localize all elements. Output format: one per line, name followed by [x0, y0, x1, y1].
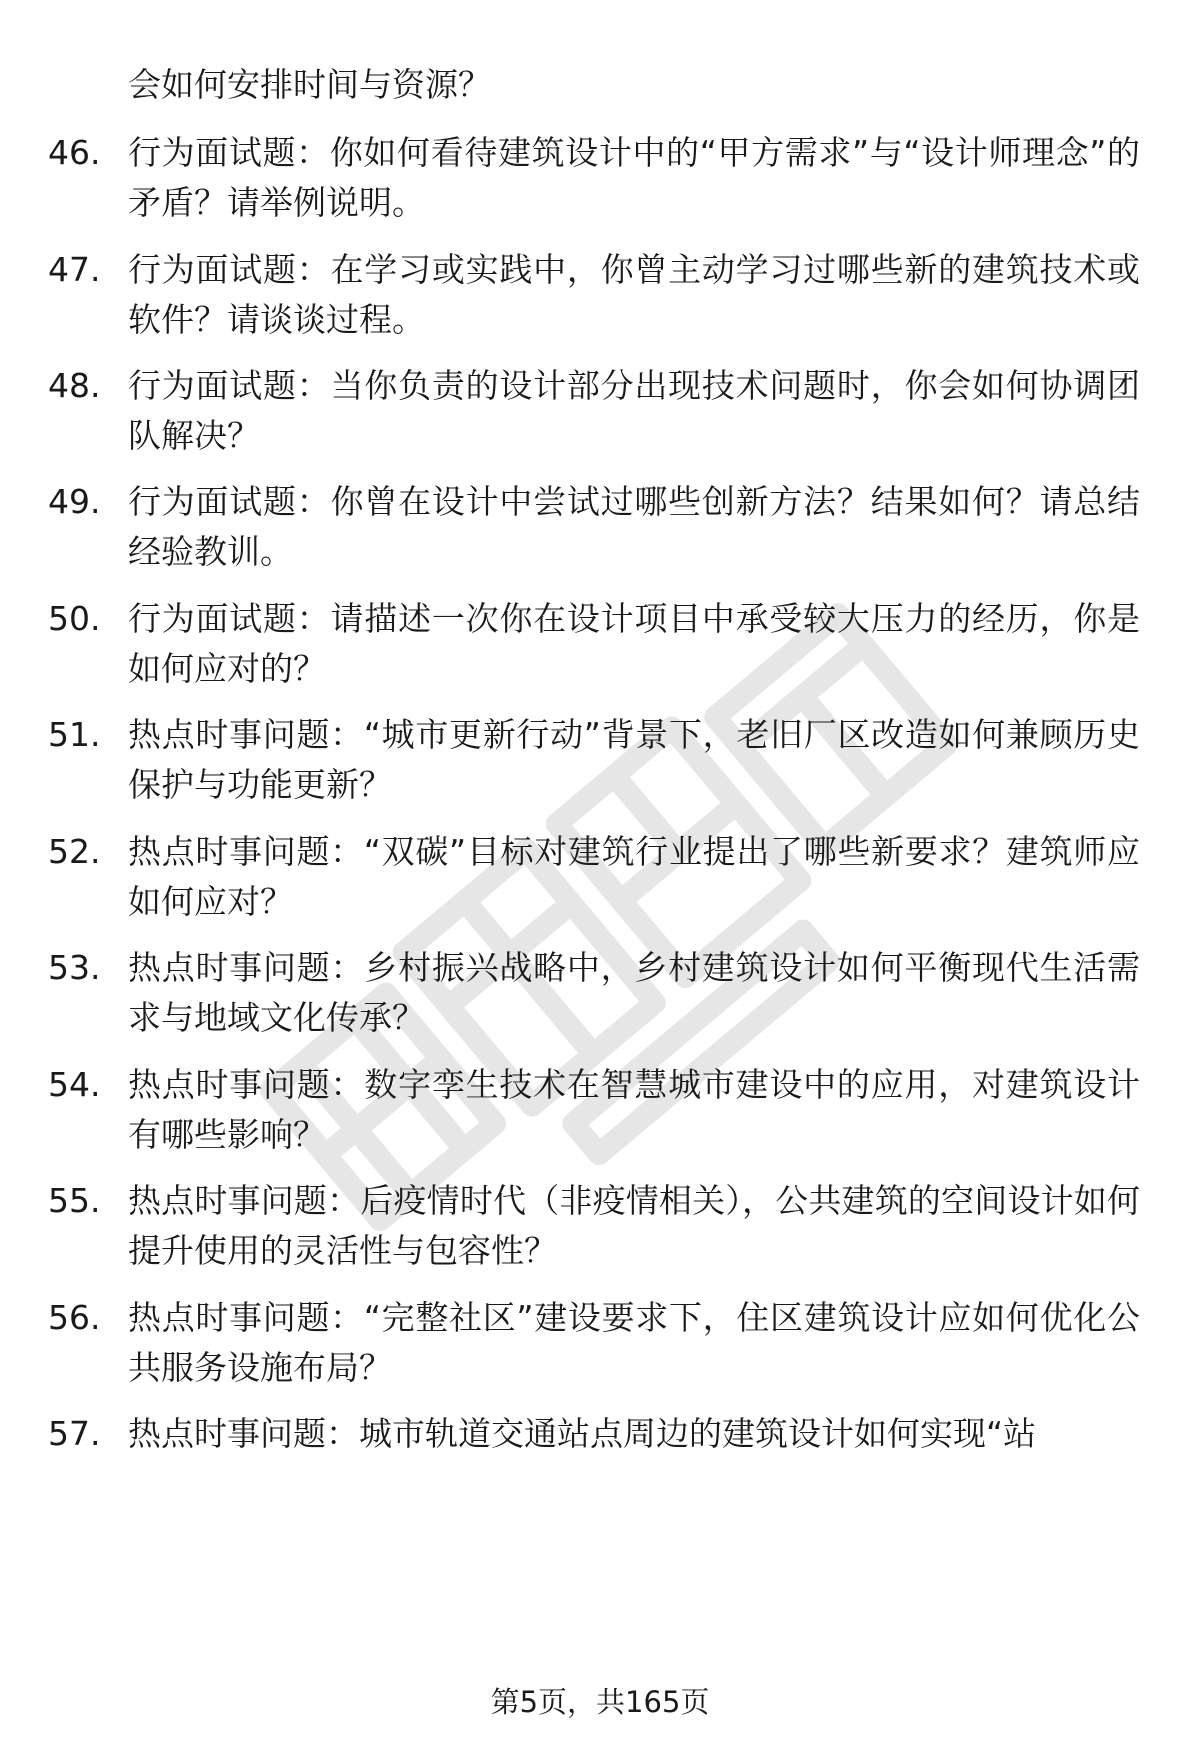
list-item	[48, 477, 1158, 577]
list-item	[48, 361, 1158, 461]
question-text: 热点时事问题：后疫情时代（非疫情相关），公共建筑的空间设计如何提升使用的灵活性与包容性？	[128, 1181, 1140, 1270]
list-item	[48, 710, 1158, 810]
question-number: 53.	[48, 948, 101, 987]
question-number: 57.	[48, 1414, 101, 1453]
question-text: 热点时事问题：“双碳”目标对建筑行业提出了哪些新要求？建筑师应如何应对？	[128, 832, 1140, 921]
question-text: 行为面试题：你如何看待建筑设计中的“甲方需求”与“设计师理念”的矛盾？请举例说明。	[128, 133, 1140, 222]
list-item	[48, 943, 1158, 1043]
question-number: 47.	[48, 250, 101, 289]
list-item	[48, 594, 1158, 694]
question-number: 49.	[48, 482, 101, 521]
question-text: 行为面试题：你曾在设计中尝试过哪些创新方法？结果如何？请总结经验教训。	[128, 482, 1140, 571]
continuation-line: 会如何安排时间与资源？	[128, 65, 491, 104]
list-item	[48, 1176, 1158, 1276]
question-text: 行为面试题：在学习或实践中，你曾主动学习过哪些新的建筑技术或软件？请谈谈过程。	[128, 250, 1140, 339]
question-text: 热点时事问题：“完整社区”建设要求下，住区建筑设计应如何优化公共服务设施布局？	[128, 1298, 1140, 1387]
question-text: 热点时事问题：城市轨道交通站点周边的建筑设计如何实现“站	[128, 1414, 1037, 1453]
question-number: 51.	[48, 715, 101, 754]
question-number: 48.	[48, 366, 101, 405]
question-number: 52.	[48, 832, 101, 871]
list-item	[48, 1060, 1158, 1160]
question-text: 行为面试题：请描述一次你在设计项目中承受较大压力的经历，你是如何应对的？	[128, 599, 1140, 688]
question-number: 50.	[48, 599, 101, 638]
question-number: 55.	[48, 1181, 101, 1220]
list-item	[48, 827, 1158, 927]
question-text: 热点时事问题：乡村振兴战略中，乡村建筑设计如何平衡现代生活需求与地域文化传承？	[128, 948, 1140, 1037]
question-number: 54.	[48, 1065, 101, 1104]
question-text: 热点时事问题：“城市更新行动”背景下，老旧厂区改造如何兼顾历史保护与功能更新？	[128, 715, 1140, 804]
question-number: 56.	[48, 1298, 101, 1337]
list-item	[48, 1293, 1158, 1393]
question-text: 热点时事问题：数字孪生技术在智慧城市建设中的应用，对建筑设计有哪些影响？	[128, 1065, 1140, 1154]
list-item	[48, 1409, 1158, 1459]
page-footer: 第5页，共165页	[490, 1685, 710, 1719]
question-text: 行为面试题：当你负责的设计部分出现技术问题时，你会如何协调团队解决？	[128, 366, 1140, 455]
question-number: 46.	[48, 133, 101, 172]
list-item	[48, 245, 1158, 345]
list-item	[48, 128, 1158, 228]
